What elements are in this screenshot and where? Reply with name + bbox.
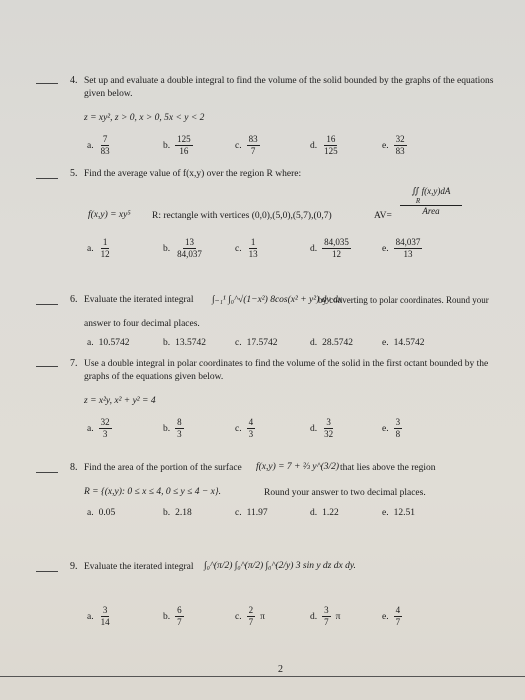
q4-option-e[interactable]: e. $\frac{32}{83}$ bbox=[382, 134, 405, 156]
question-8-text-line2: Round your answer to two decimal places. bbox=[264, 488, 426, 498]
question-8-text-line1b: that lies above the region bbox=[340, 463, 436, 473]
q6-option-d[interactable]: d. 28.5742 bbox=[310, 338, 353, 348]
q6-option-a[interactable]: a. 10.5742 bbox=[87, 338, 130, 348]
page-bottom-line bbox=[0, 676, 525, 677]
q8-option-d[interactable]: d. 1.22 bbox=[310, 508, 339, 518]
question-number-5: 5. bbox=[70, 168, 78, 179]
question-7-equation: z = x²y, x² + y² = 4 bbox=[84, 396, 156, 406]
average-value-region-subscript: R bbox=[415, 197, 421, 205]
q7-option-e[interactable]: e. $\frac{3}{8}$ bbox=[382, 417, 401, 439]
q4-option-a[interactable]: a. $\frac{7}{83}$ bbox=[87, 134, 110, 156]
q4-option-c[interactable]: c. $\frac{83}{7}$ bbox=[235, 134, 258, 156]
question-8-surface: f(x,y) = 7 + ⅔ y^(3/2) bbox=[256, 462, 340, 472]
question-number-8: 8. bbox=[70, 462, 78, 473]
question-6-text-line2: answer to four decimal places. bbox=[84, 319, 200, 329]
question-6-integral: ∫₋₁¹ ∫₀^√(1−x²) 8cos(x² + y²) dy dx bbox=[212, 295, 342, 305]
question-9-text: Evaluate the iterated integral bbox=[84, 562, 194, 572]
question-9-integral: ∫₀^(π/2) ∫₀^(π/2) ∫₀^(2/y) 3 sin y dz dx dy. bbox=[204, 561, 356, 571]
question-6-text-line1: Evaluate the iterated integral bbox=[84, 295, 194, 305]
question-8-region: R = {(x,y): 0 ≤ x ≤ 4, 0 ≤ y ≤ 4 − x}. bbox=[84, 487, 222, 497]
page-number: 2 bbox=[278, 664, 283, 675]
question-7-text-line2: graphs of the equations given below. bbox=[84, 372, 224, 382]
answer-blank-q4[interactable] bbox=[36, 83, 58, 84]
q9-option-a[interactable]: a. $\frac{3}{14}$ bbox=[87, 605, 110, 627]
question-5-region: R: rectangle with vertices (0,0),(5,0),(5,7),(0,7) bbox=[152, 211, 332, 221]
average-value-numerator: ∬ f(x,y)dA bbox=[411, 186, 451, 196]
question-7-text-line1: Use a double integral in polar coordinates to find the volume of the solid in the first octant bounded by the bbox=[84, 359, 489, 369]
q6-option-b[interactable]: b. 13.5742 bbox=[163, 338, 206, 348]
question-4-equation: z = xy², z > 0, x > 0, 5x < y < 2 bbox=[84, 113, 205, 123]
answer-blank-q8[interactable] bbox=[36, 472, 58, 473]
q7-option-b[interactable]: b. $\frac{8}{3}$ bbox=[163, 417, 182, 439]
question-4-text-line1: Set up and evaluate a double integral to find the volume of the solid bounded by the graphs of the equations bbox=[84, 76, 494, 86]
answer-blank-q9[interactable] bbox=[36, 571, 58, 572]
answer-blank-q5[interactable] bbox=[36, 178, 58, 179]
question-number-6: 6. bbox=[70, 294, 78, 305]
q8-option-a[interactable]: a. 0.05 bbox=[87, 508, 116, 518]
q5-option-e[interactable]: e. $\frac{84,037}{13}$ bbox=[382, 237, 421, 259]
q7-option-a[interactable]: a. $\frac{32}{3}$ bbox=[87, 417, 110, 439]
answer-blank-q6[interactable] bbox=[36, 304, 58, 305]
q7-option-d[interactable]: d. $\frac{3}{32}$ bbox=[310, 417, 334, 439]
q9-option-c[interactable]: c. $\frac{2}{7}$ π bbox=[235, 605, 265, 627]
q6-option-c[interactable]: c. 17.5742 bbox=[235, 338, 278, 348]
question-5-text: Find the average value of f(x,y) over the region R where: bbox=[84, 169, 302, 179]
question-number-9: 9. bbox=[70, 561, 78, 572]
average-value-label: AV= bbox=[374, 211, 392, 221]
q9-option-d[interactable]: d. $\frac{3}{7}$ π bbox=[310, 605, 341, 627]
q4-option-d[interactable]: d. $\frac{16}{125}$ bbox=[310, 134, 338, 156]
q5-option-a[interactable]: a. $\frac{1}{12}$ bbox=[87, 237, 110, 259]
q9-option-b[interactable]: b. $\frac{6}{7}$ bbox=[163, 605, 182, 627]
question-number-4: 4. bbox=[70, 75, 78, 86]
q5-option-b[interactable]: b. $\frac{13}{84,037}$ bbox=[163, 237, 202, 259]
average-value-denominator: Area bbox=[422, 206, 440, 216]
q5-option-c[interactable]: c. $\frac{1}{13}$ bbox=[235, 237, 258, 259]
question-number-7: 7. bbox=[70, 358, 78, 369]
question-4-text-line2: given below. bbox=[84, 89, 133, 99]
answer-blank-q7[interactable] bbox=[36, 366, 58, 367]
q6-option-e[interactable]: e. 14.5742 bbox=[382, 338, 425, 348]
q8-option-b[interactable]: b. 2.18 bbox=[163, 508, 192, 518]
q8-option-c[interactable]: c. 11.97 bbox=[235, 508, 268, 518]
average-value-formula bbox=[400, 186, 462, 216]
q8-option-e[interactable]: e. 12.51 bbox=[382, 508, 415, 518]
q9-option-e[interactable]: e. $\frac{4}{7}$ bbox=[382, 605, 401, 627]
q5-option-d[interactable]: d. $\frac{84,035}{12}$ bbox=[310, 237, 349, 259]
q7-option-c[interactable]: c. $\frac{4}{3}$ bbox=[235, 417, 254, 439]
question-5-function: f(x,y) = xy⁵ bbox=[88, 210, 131, 220]
q4-option-b[interactable]: b. $\frac{125}{16}$ bbox=[163, 134, 191, 156]
question-8-text-line1: Find the area of the portion of the surface bbox=[84, 463, 242, 473]
question-6-text-line1b: by converting to polar coordinates. Round your bbox=[318, 295, 489, 305]
